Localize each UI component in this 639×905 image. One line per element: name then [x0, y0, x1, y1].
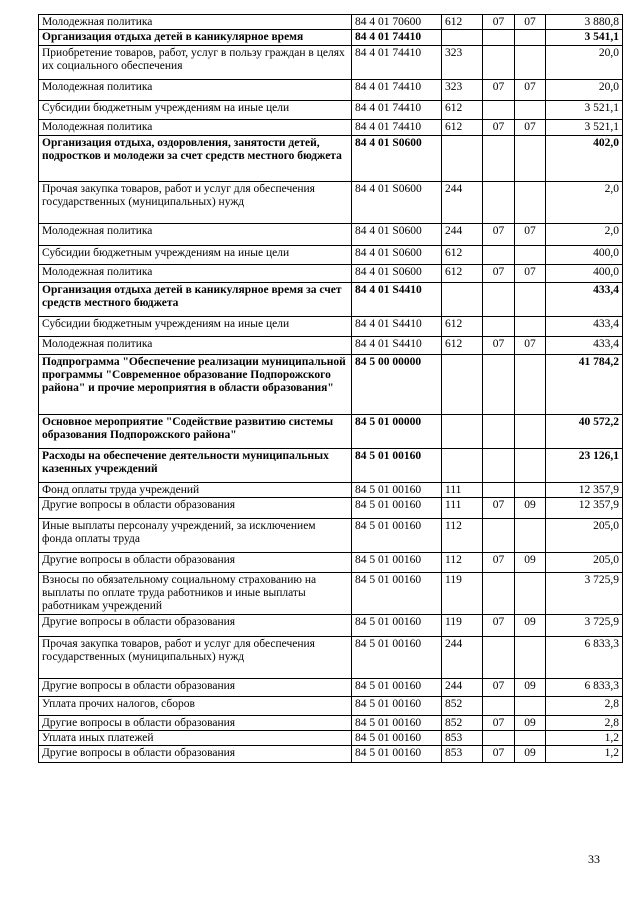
item-name-cell: Подпрограмма "Обеспечение реализации муниципальной программы "Современное образование Подпорожского района" и прочие мероприятия в области образования" [39, 355, 352, 415]
table-row [39, 283, 623, 317]
table-row [39, 317, 623, 337]
section-cell [483, 483, 515, 498]
subsection-cell: 07 [515, 15, 546, 30]
table-row [39, 355, 623, 415]
table-row [39, 449, 623, 483]
section-cell [483, 573, 515, 615]
target-article-cell: 84 5 00 00000 [352, 355, 442, 415]
target-article-cell: 84 4 01 S0600 [352, 246, 442, 265]
amount-cell: 205,0 [546, 553, 623, 573]
item-name-cell: Прочая закупка товаров, работ и услуг для обеспечения государственных (муниципальных) нужд [39, 182, 352, 224]
target-article-cell: 84 4 01 S4410 [352, 317, 442, 337]
section-cell [483, 697, 515, 716]
amount-cell: 6 833,3 [546, 637, 623, 679]
section-cell [483, 449, 515, 483]
target-article-cell: 84 5 01 00160 [352, 498, 442, 519]
expense-type-cell [442, 449, 483, 483]
expense-type-cell: 612 [442, 101, 483, 120]
item-name-cell: Приобретение товаров, работ, услуг в пользу граждан в целях их социального обеспечения [39, 46, 352, 80]
amount-cell: 433,4 [546, 283, 623, 317]
table-row [39, 136, 623, 182]
section-cell [483, 355, 515, 415]
subsection-cell [515, 46, 546, 80]
expense-type-cell: 323 [442, 80, 483, 101]
section-cell: 07 [483, 498, 515, 519]
section-cell [483, 246, 515, 265]
expense-type-cell [442, 415, 483, 449]
table-row [39, 716, 623, 731]
target-article-cell: 84 5 01 00160 [352, 731, 442, 746]
amount-cell: 40 572,2 [546, 415, 623, 449]
amount-cell: 400,0 [546, 265, 623, 283]
table-row [39, 120, 623, 136]
table-row [39, 224, 623, 246]
amount-cell: 12 357,9 [546, 498, 623, 519]
table-row [39, 746, 623, 763]
subsection-cell [515, 637, 546, 679]
amount-cell: 23 126,1 [546, 449, 623, 483]
amount-cell: 2,8 [546, 716, 623, 731]
expense-type-cell: 112 [442, 519, 483, 553]
subsection-cell [515, 731, 546, 746]
amount-cell: 12 357,9 [546, 483, 623, 498]
target-article-cell: 84 5 01 00160 [352, 573, 442, 615]
section-cell: 07 [483, 553, 515, 573]
target-article-cell: 84 4 01 74410 [352, 30, 442, 46]
target-article-cell: 84 5 01 00000 [352, 415, 442, 449]
expense-type-cell: 244 [442, 679, 483, 697]
item-name-cell: Иные выплаты персоналу учреждений, за исключением фонда оплаты труда [39, 519, 352, 553]
expense-type-cell: 612 [442, 265, 483, 283]
section-cell: 07 [483, 224, 515, 246]
target-article-cell: 84 5 01 00160 [352, 449, 442, 483]
amount-cell: 433,4 [546, 317, 623, 337]
table-row [39, 265, 623, 283]
target-article-cell: 84 4 01 S4410 [352, 337, 442, 355]
expense-type-cell: 852 [442, 697, 483, 716]
expense-type-cell: 119 [442, 615, 483, 637]
item-name-cell: Другие вопросы в области образования [39, 498, 352, 519]
section-cell [483, 637, 515, 679]
item-name-cell: Другие вопросы в области образования [39, 553, 352, 573]
section-cell: 07 [483, 80, 515, 101]
amount-cell: 2,0 [546, 224, 623, 246]
subsection-cell [515, 30, 546, 46]
target-article-cell: 84 4 01 S0600 [352, 265, 442, 283]
target-article-cell: 84 5 01 00160 [352, 637, 442, 679]
table-row [39, 573, 623, 615]
amount-cell: 20,0 [546, 80, 623, 101]
subsection-cell [515, 355, 546, 415]
subsection-cell: 09 [515, 498, 546, 519]
target-article-cell: 84 4 01 S0600 [352, 182, 442, 224]
item-name-cell: Другие вопросы в области образования [39, 716, 352, 731]
item-name-cell: Субсидии бюджетным учреждениям на иные цели [39, 101, 352, 120]
table-row [39, 615, 623, 637]
amount-cell: 400,0 [546, 246, 623, 265]
table-row [39, 101, 623, 120]
expense-type-cell: 612 [442, 246, 483, 265]
section-cell: 07 [483, 265, 515, 283]
expense-type-cell: 111 [442, 483, 483, 498]
amount-cell: 205,0 [546, 519, 623, 553]
budget-table-body [39, 15, 623, 763]
table-row [39, 246, 623, 265]
item-name-cell: Другие вопросы в области образования [39, 679, 352, 697]
table-row [39, 483, 623, 498]
subsection-cell [515, 283, 546, 317]
subsection-cell [515, 483, 546, 498]
section-cell: 07 [483, 716, 515, 731]
target-article-cell: 84 4 01 S4410 [352, 283, 442, 317]
section-cell: 07 [483, 679, 515, 697]
item-name-cell: Молодежная политика [39, 80, 352, 101]
target-article-cell: 84 4 01 74410 [352, 46, 442, 80]
expense-type-cell: 612 [442, 317, 483, 337]
item-name-cell: Уплата иных платежей [39, 731, 352, 746]
amount-cell: 3 725,9 [546, 573, 623, 615]
item-name-cell: Основное мероприятие "Содействие развитию системы образования Подпорожского района" [39, 415, 352, 449]
target-article-cell: 84 5 01 00160 [352, 679, 442, 697]
subsection-cell [515, 697, 546, 716]
item-name-cell: Организация отдыха детей в каникулярное время [39, 30, 352, 46]
item-name-cell: Организация отдыха детей в каникулярное время за счет средств местного бюджета [39, 283, 352, 317]
table-row [39, 519, 623, 553]
table-row [39, 697, 623, 716]
amount-cell: 3 521,1 [546, 101, 623, 120]
subsection-cell: 09 [515, 553, 546, 573]
subsection-cell: 09 [515, 615, 546, 637]
item-name-cell: Субсидии бюджетным учреждениям на иные цели [39, 317, 352, 337]
table-row [39, 637, 623, 679]
target-article-cell: 84 4 01 74410 [352, 101, 442, 120]
section-cell [483, 136, 515, 182]
table-row [39, 415, 623, 449]
table-row [39, 553, 623, 573]
expense-type-cell: 111 [442, 498, 483, 519]
table-row [39, 30, 623, 46]
expense-type-cell [442, 30, 483, 46]
subsection-cell [515, 136, 546, 182]
target-article-cell: 84 4 01 74410 [352, 80, 442, 101]
budget-table [38, 14, 623, 763]
expense-type-cell: 612 [442, 337, 483, 355]
section-cell [483, 317, 515, 337]
expense-type-cell: 612 [442, 120, 483, 136]
expense-type-cell: 852 [442, 716, 483, 731]
subsection-cell [515, 449, 546, 483]
target-article-cell: 84 5 01 00160 [352, 746, 442, 763]
subsection-cell: 07 [515, 120, 546, 136]
item-name-cell: Организация отдыха, оздоровления, занятости детей, подростков и молодежи за счет средств местного бюджета [39, 136, 352, 182]
section-cell: 07 [483, 120, 515, 136]
section-cell [483, 415, 515, 449]
amount-cell: 3 725,9 [546, 615, 623, 637]
table-row [39, 80, 623, 101]
item-name-cell: Молодежная политика [39, 120, 352, 136]
table-row [39, 679, 623, 697]
amount-cell: 402,0 [546, 136, 623, 182]
amount-cell: 3 880,8 [546, 15, 623, 30]
subsection-cell: 09 [515, 746, 546, 763]
amount-cell: 433,4 [546, 337, 623, 355]
subsection-cell: 09 [515, 679, 546, 697]
amount-cell: 41 784,2 [546, 355, 623, 415]
subsection-cell: 07 [515, 80, 546, 101]
item-name-cell: Молодежная политика [39, 265, 352, 283]
section-cell [483, 101, 515, 120]
table-row [39, 337, 623, 355]
table-row [39, 498, 623, 519]
section-cell [483, 46, 515, 80]
item-name-cell: Субсидии бюджетным учреждениям на иные цели [39, 246, 352, 265]
section-cell [483, 283, 515, 317]
section-cell [483, 30, 515, 46]
section-cell: 07 [483, 15, 515, 30]
expense-type-cell: 244 [442, 224, 483, 246]
subsection-cell [515, 101, 546, 120]
target-article-cell: 84 4 01 S0600 [352, 136, 442, 182]
target-article-cell: 84 5 01 00160 [352, 697, 442, 716]
expense-type-cell: 244 [442, 637, 483, 679]
section-cell: 07 [483, 615, 515, 637]
amount-cell: 3 521,1 [546, 120, 623, 136]
target-article-cell: 84 5 01 00160 [352, 483, 442, 498]
subsection-cell [515, 317, 546, 337]
item-name-cell: Молодежная политика [39, 15, 352, 30]
expense-type-cell [442, 136, 483, 182]
section-cell [483, 731, 515, 746]
expense-type-cell: 119 [442, 573, 483, 615]
amount-cell: 2,0 [546, 182, 623, 224]
target-article-cell: 84 5 01 00160 [352, 519, 442, 553]
item-name-cell: Взносы по обязательному социальному страхованию на выплаты по оплате труда работников и иные выплаты работникам учреждений [39, 573, 352, 615]
subsection-cell [515, 415, 546, 449]
subsection-cell [515, 246, 546, 265]
expense-type-cell: 112 [442, 553, 483, 573]
item-name-cell: Молодежная политика [39, 224, 352, 246]
page-number: 33 [588, 852, 600, 866]
subsection-cell: 09 [515, 716, 546, 731]
target-article-cell: 84 5 01 00160 [352, 553, 442, 573]
amount-cell: 20,0 [546, 46, 623, 80]
expense-type-cell: 612 [442, 15, 483, 30]
expense-type-cell: 323 [442, 46, 483, 80]
table-row [39, 15, 623, 30]
subsection-cell: 07 [515, 265, 546, 283]
table-row [39, 731, 623, 746]
subsection-cell [515, 573, 546, 615]
expense-type-cell: 244 [442, 182, 483, 224]
expense-type-cell [442, 283, 483, 317]
target-article-cell: 84 4 01 70600 [352, 15, 442, 30]
amount-cell: 3 541,1 [546, 30, 623, 46]
item-name-cell: Другие вопросы в области образования [39, 746, 352, 763]
item-name-cell: Расходы на обеспечение деятельности муниципальных казенных учреждений [39, 449, 352, 483]
expense-type-cell: 853 [442, 731, 483, 746]
subsection-cell: 07 [515, 224, 546, 246]
item-name-cell: Фонд оплаты труда учреждений [39, 483, 352, 498]
section-cell: 07 [483, 746, 515, 763]
item-name-cell: Уплата прочих налогов, сборов [39, 697, 352, 716]
section-cell [483, 182, 515, 224]
item-name-cell: Прочая закупка товаров, работ и услуг для обеспечения государственных (муниципальных) нужд [39, 637, 352, 679]
target-article-cell: 84 5 01 00160 [352, 716, 442, 731]
expense-type-cell: 853 [442, 746, 483, 763]
expense-type-cell [442, 355, 483, 415]
section-cell: 07 [483, 337, 515, 355]
target-article-cell: 84 4 01 S0600 [352, 224, 442, 246]
target-article-cell: 84 4 01 74410 [352, 120, 442, 136]
table-row [39, 46, 623, 80]
amount-cell: 1,2 [546, 746, 623, 763]
section-cell [483, 519, 515, 553]
item-name-cell: Другие вопросы в области образования [39, 615, 352, 637]
subsection-cell: 07 [515, 337, 546, 355]
subsection-cell [515, 182, 546, 224]
amount-cell: 1,2 [546, 731, 623, 746]
item-name-cell: Молодежная политика [39, 337, 352, 355]
table-row [39, 182, 623, 224]
target-article-cell: 84 5 01 00160 [352, 615, 442, 637]
amount-cell: 6 833,3 [546, 679, 623, 697]
amount-cell: 2,8 [546, 697, 623, 716]
subsection-cell [515, 519, 546, 553]
